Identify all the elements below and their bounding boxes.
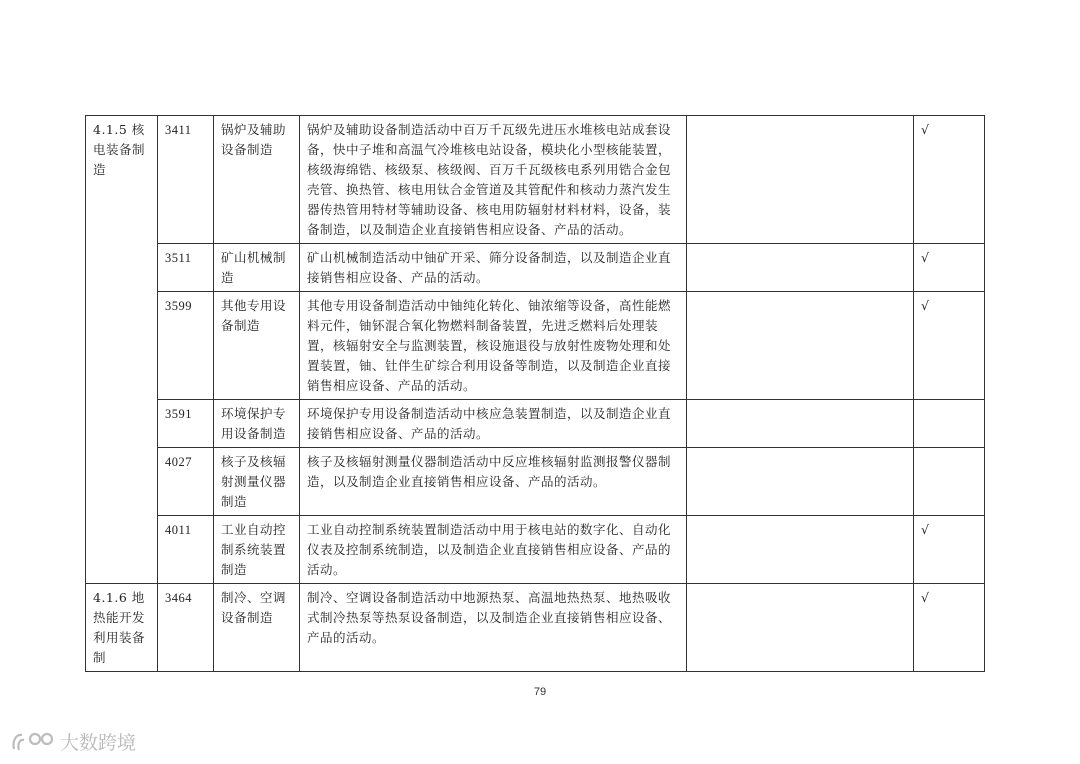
code-cell: 3511	[158, 244, 214, 292]
name-cell: 核子及核辐射测量仪器制造	[214, 448, 300, 516]
table-row	[86, 244, 985, 292]
name-cell: 其他专用设备制造	[214, 292, 300, 400]
code-cell: 3599	[158, 292, 214, 400]
desc-cell: 制冷、空调设备制造活动中地源热泵、高温地热热泵、地热吸收式制冷热泵等热泵设备制造，以及制造企业直接销售相应设备、产品的活动。	[300, 584, 687, 672]
desc-cell: 工业自动控制系统装置制造活动中用于核电站的数字化、自动化仪表及控制系统制造，以及制造企业直接销售相应设备、产品的活动。	[300, 516, 687, 584]
page-number: 79	[533, 686, 547, 698]
section-cell: 4.1.5 核电装备制造	[86, 116, 158, 584]
desc-cell: 核子及核辐射测量仪器制造活动中反应堆核辐射监测报警仪器制造，以及制造企业直接销售相应设备、产品的活动。	[300, 448, 687, 516]
code-cell: 3411	[158, 116, 214, 244]
check-mark: √	[914, 584, 985, 672]
name-cell: 工业自动控制系统装置制造	[214, 516, 300, 584]
name-cell: 制冷、空调设备制造	[214, 584, 300, 672]
extra-cell	[687, 448, 914, 516]
extra-cell	[687, 292, 914, 400]
desc-cell: 其他专用设备制造活动中铀纯化转化、铀浓缩等设备，高性能燃料元件，铀钚混合氧化物燃料制备装置，先进乏燃料后处理装置，核辐射安全与监测装置，核设施退役与放射性废物处理和处置装置，铀、钍伴生矿综合利用设备等制造，以及制造企业直接销售相应设备、产品的活动。	[300, 292, 687, 400]
extra-cell	[687, 116, 914, 244]
catalog-table	[85, 115, 985, 672]
check-mark	[914, 400, 985, 448]
extra-cell	[687, 516, 914, 584]
name-cell: 环境保护专用设备制造	[214, 400, 300, 448]
code-cell: 4027	[158, 448, 214, 516]
check-mark	[914, 448, 985, 516]
desc-cell: 矿山机械制造活动中铀矿开采、筛分设备制造，以及制造企业直接销售相应设备、产品的活动。	[300, 244, 687, 292]
code-cell: 4011	[158, 516, 214, 584]
extra-cell	[687, 584, 914, 672]
check-mark: √	[914, 116, 985, 244]
extra-cell	[687, 400, 914, 448]
name-cell: 矿山机械制造	[214, 244, 300, 292]
section-cell: 4.1.6 地热能开发利用装备制	[86, 584, 158, 672]
table-row	[86, 400, 985, 448]
check-mark: √	[914, 292, 985, 400]
code-cell: 3591	[158, 400, 214, 448]
table-row	[86, 292, 985, 400]
table-row	[86, 516, 985, 584]
table-row	[86, 584, 985, 672]
watermark	[10, 728, 136, 755]
check-mark: √	[914, 244, 985, 292]
watermark-text: 大数跨境	[60, 732, 137, 754]
table-row	[86, 448, 985, 516]
watermark-logo-icon	[10, 729, 56, 755]
desc-cell: 环境保护专用设备制造活动中核应急装置制造，以及制造企业直接销售相应设备、产品的活动。	[300, 400, 687, 448]
code-cell: 3464	[158, 584, 214, 672]
check-mark: √	[914, 516, 985, 584]
desc-cell: 锅炉及辅助设备制造活动中百万千瓦级先进压水堆核电站成套设备，快中子堆和高温气冷堆核电站设备，模块化小型核能装置，核级海绵锆、核级泵、核级阀、百万千瓦级核电系列用锆合金包壳管、换热管、核电用钛合金管道及其管配件和核动力蒸汽发生器传热管用特材等辅助设备、核电用防辐射材料材料，设备，装备制造，以及制造企业直接销售相应设备、产品的活动。	[300, 116, 687, 244]
extra-cell	[687, 244, 914, 292]
name-cell: 锅炉及辅助设备制造	[214, 116, 300, 244]
table-row	[86, 116, 985, 244]
